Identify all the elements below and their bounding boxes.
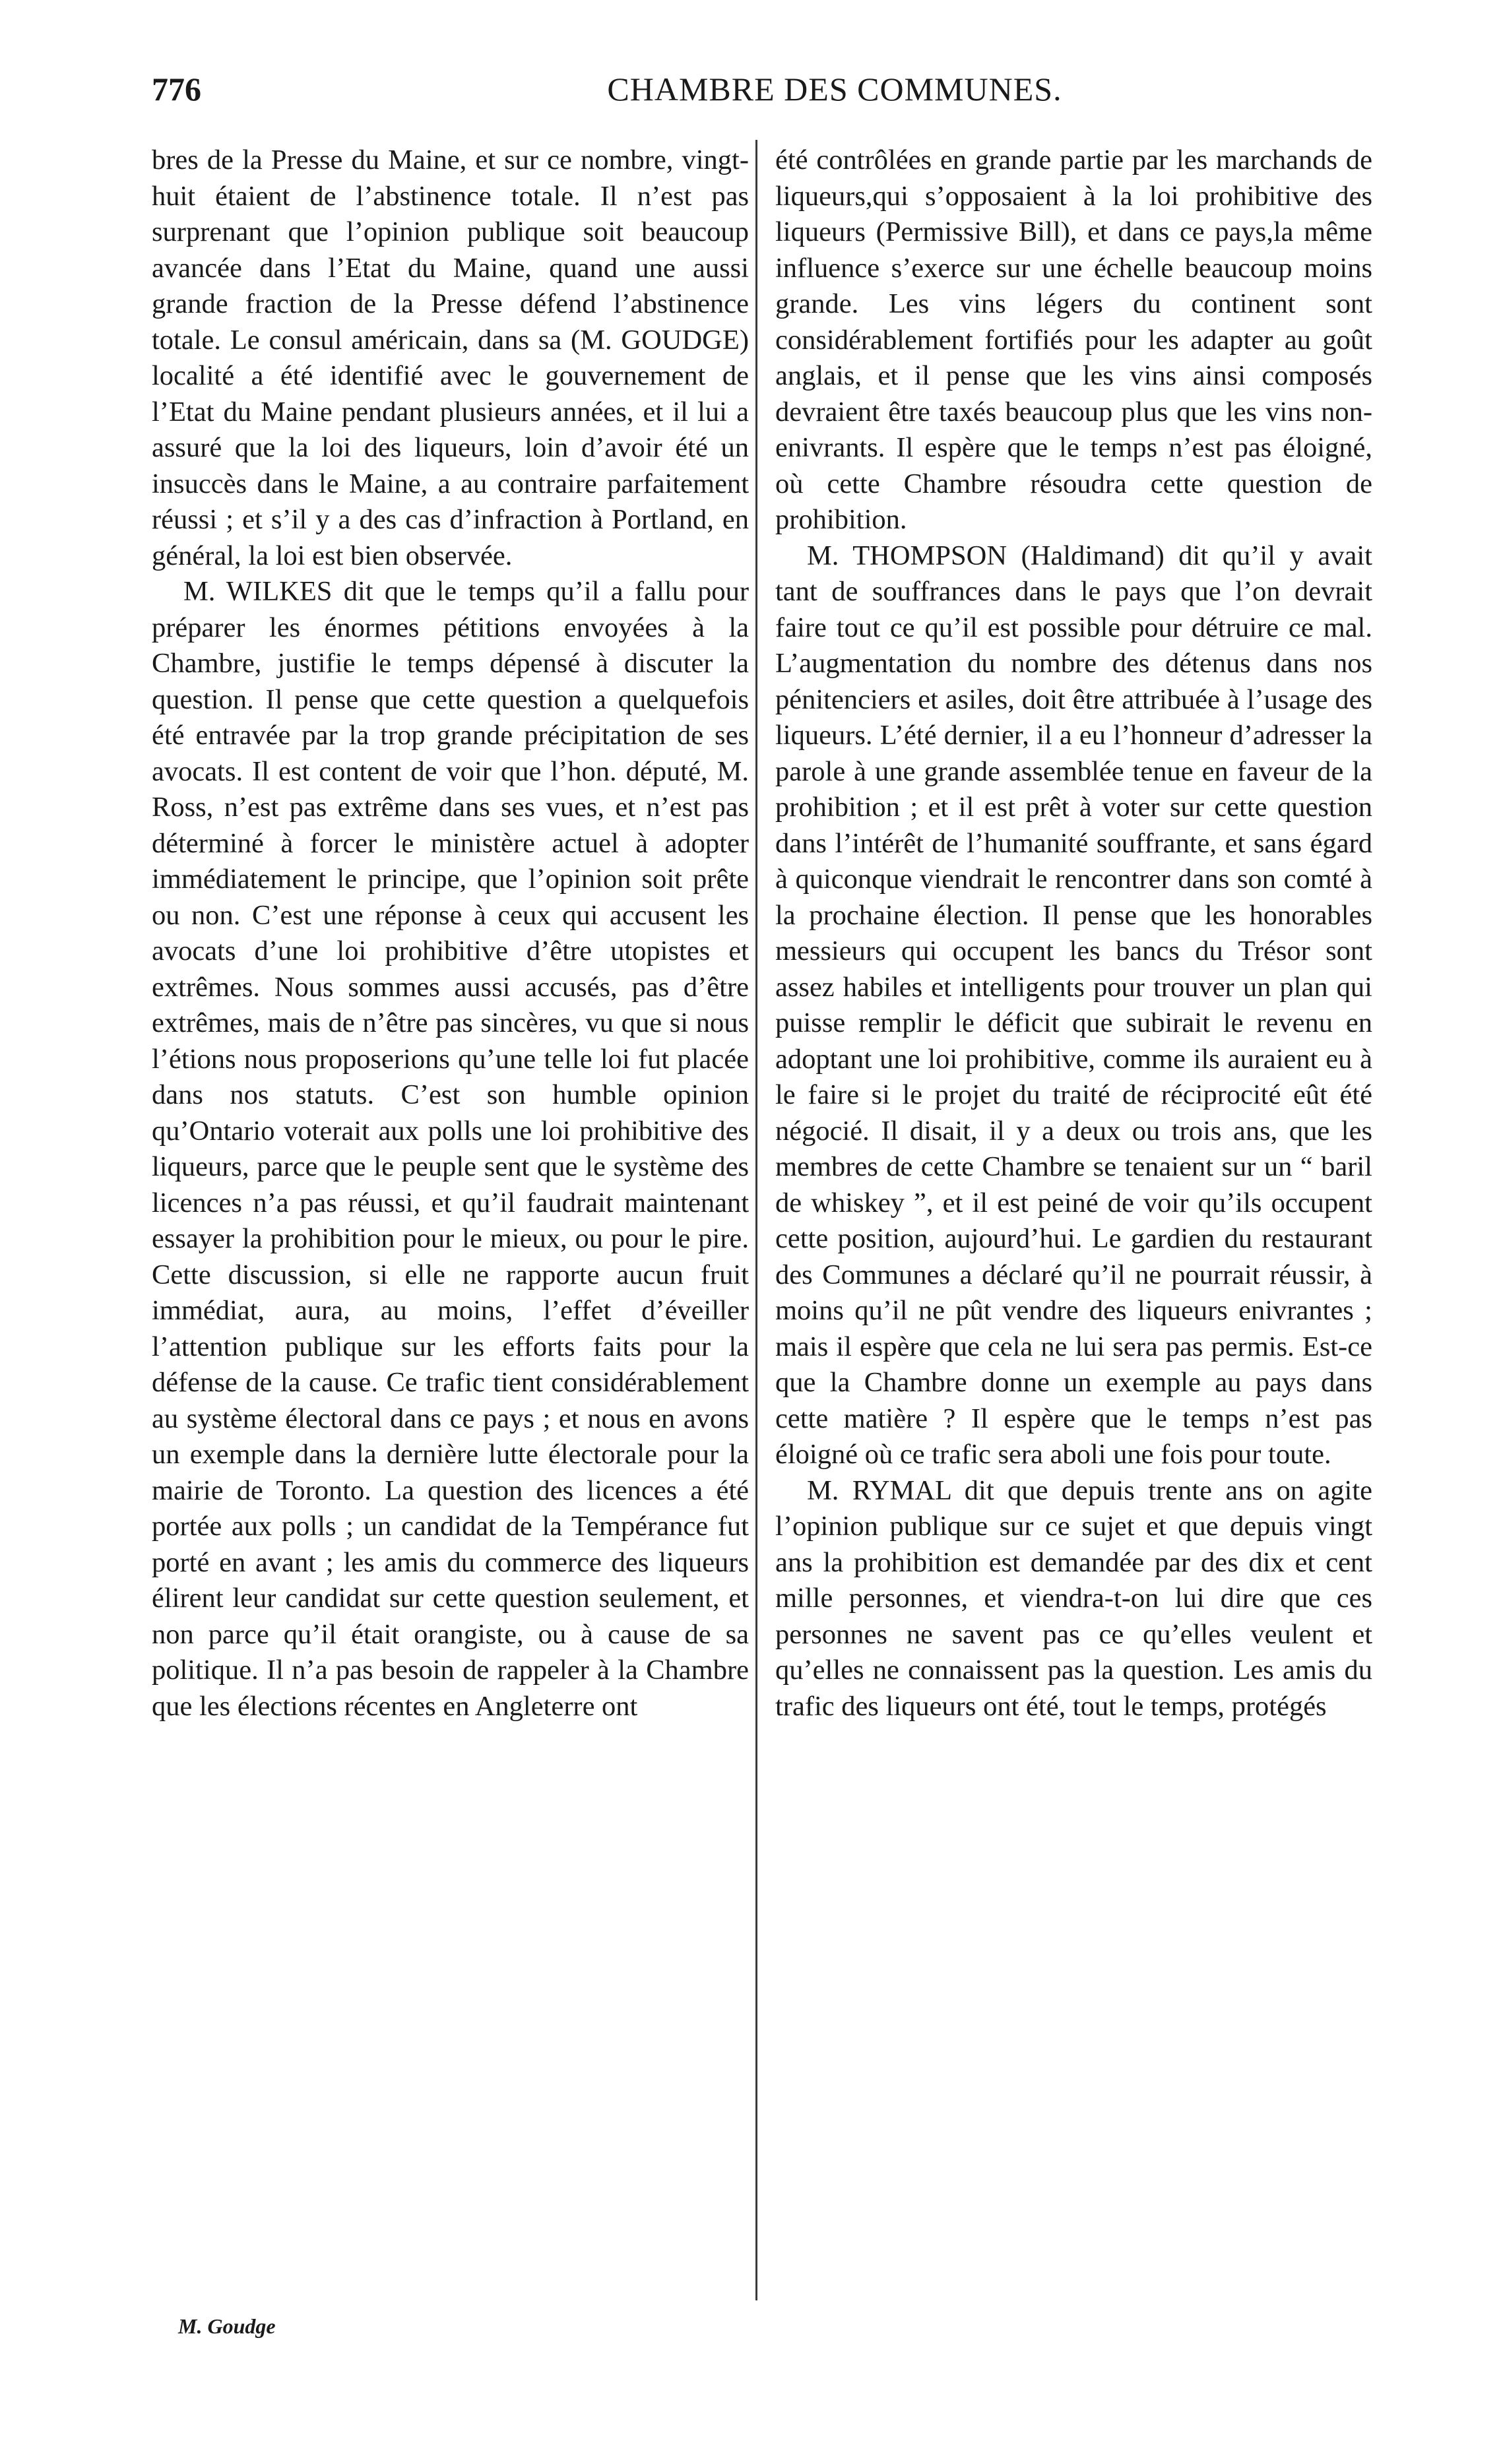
right-paragraph-1: été contrôlées en grande partie par les marchands de liqueurs,qui s’opposaient à la loi prohibitive des liqueurs (Permissive Bill), et dans ce pays,la même influence s’exerce sur une échelle beaucoup moins grande. Les vins légers du continent sont considérablement fortifiés pour les adapter au goût anglais, et il pense que les vins ainsi composés devraient être taxés beaucoup plus que les vins non-enivrants. Il espère que le temps n’est pas éloigné, où cette Chambre résoudra cette question de prohibition. bbox=[775, 144, 1372, 535]
footer-note: M. Goudge bbox=[178, 2314, 276, 2338]
running-title: CHAMBRE DES COMMUNES. bbox=[607, 71, 1062, 108]
page-number: 776 bbox=[152, 71, 201, 108]
column-divider bbox=[755, 140, 757, 2300]
left-column bbox=[152, 142, 749, 1724]
left-paragraph-2: M. WILKES dit que le temps qu’il a fallu pour préparer les énormes pétitions envoyées à la Chambre, justifie le temps dépensé à discuter la question. Il pense que cette question a quelquefois été entravée par la trop grande précipitation de ses avocats. Il est content de voir que l’hon. député, M. Ross, n’est pas extrême dans ses vues, et n’est pas déterminé à forcer le ministère actuel à adopter immédiatement le principe, que l’opinion soit prête ou non. C’est une réponse à ceux qui accusent les avocats d’une loi prohibitive d’être utopistes et extrêmes. Nous sommes aussi accusés, pas d’être extrêmes, mais de n’être pas sincères, vu que si nous l’étions nous proposerions qu’une telle loi fut placée dans nos statuts. C’est son humble opinion qu’Ontario voterait aux polls une loi prohibitive des liqueurs, parce que le peuple sent que le système des licences n’a pas réussi, et qu’il faudrait maintenant essayer la prohibition pour le mieux, ou pour le pire. Cette discussion, si elle ne rapporte aucun fruit immédiat, aura, au moins, l’effet d’éveiller l’attention publique sur les efforts faits pour la défense de la cause. Ce trafic tient considérablement au système électoral dans ce pays ; et nous en avons un exemple dans la dernière lutte électorale pour la mairie de Toronto. La question des licences a été portée aux polls ; un candidat de la Tempérance fut porté en avant ; les amis du commerce des liqueurs élirent leur candidat sur cette question seulement, et non parce qu’il était orangiste, ou à cause de sa politique. Il n’a pas besoin de rappeler à la Chambre que les élections récentes en Angleterre ont bbox=[152, 576, 749, 1722]
page-header bbox=[152, 70, 1359, 116]
left-paragraph-1: bres de la Presse du Maine, et sur ce nombre, vingt-huit étaient de l’abstinence totale. Il n’est pas surprenant que l’opinion publique soit beaucoup avancée dans l’Etat du Maine, quand une aussi grande fraction de la Presse défend l’abstinence totale. Le consul américain, dans sa (M. GOUDGE) localité a été identifié avec le gouvernement de l’Etat du Maine pendant plusieurs années, et il lui a assuré que la loi des liqueurs, loin d’avoir été un insuccès dans le Maine, a au contraire parfaitement réussi ; et s’il y a des cas d’infraction à Portland, en général, la loi est bien observée. bbox=[152, 144, 749, 571]
right-paragraph-3: M. RYMAL dit que depuis trente ans on agite l’opinion publique sur ce sujet et que depuis vingt ans la prohibition est demandée par des dix et cent mille personnes, et viendra-t-on lui dire que ces personnes ne savent pas ce qu’elles veulent et qu’elles ne connaissent pas la question. Les amis du trafic des liqueurs ont été, tout le temps, protégés bbox=[775, 1474, 1372, 1722]
right-paragraph-2: M. THOMPSON (Haldimand) dit qu’il y avait tant de souffrances dans le pays que l’on devrait faire tout ce qu’il est possible pour détruire ce mal. L’augmentation du nombre des détenus dans nos pénitenciers et asiles, doit être attribuée à l’usage des liqueurs. L’été dernier, il a eu l’honneur d’adresser la parole à une grande assemblée tenue en faveur de la prohibition ; et il est prêt à voter sur cette question dans l’intérêt de l’humanité souffrante, et sans égard à quiconque viendrait le rencontrer dans son comté à la prochaine élection. Il pense que les honorables messieurs qui occupent les bancs du Trésor sont assez habiles et intelligents pour trouver un plan qui puisse remplir le déficit que subirait le revenu en adoptant une loi prohibitive, comme ils auraient eu à le faire si le projet du traité de réciprocité eût été négocié. Il disait, il y a deux ou trois ans, que les membres de cette Chambre se tenaient sur un “ baril de whiskey ”, et il est peiné de voir qu’ils occupent cette position, aujourd’hui. Le gardien du restaurant des Communes a déclaré qu’il ne pourrait réussir, à moins qu’il ne pût vendre des liqueurs enivrantes ; mais il espère que cela ne lui sera pas permis. Est-ce que la Chambre donne un exemple au pays dans cette matière ? Il espère que le temps n’est pas éloigné où ce trafic sera aboli une fois pour toute. bbox=[775, 540, 1372, 1470]
right-column bbox=[775, 142, 1372, 1724]
